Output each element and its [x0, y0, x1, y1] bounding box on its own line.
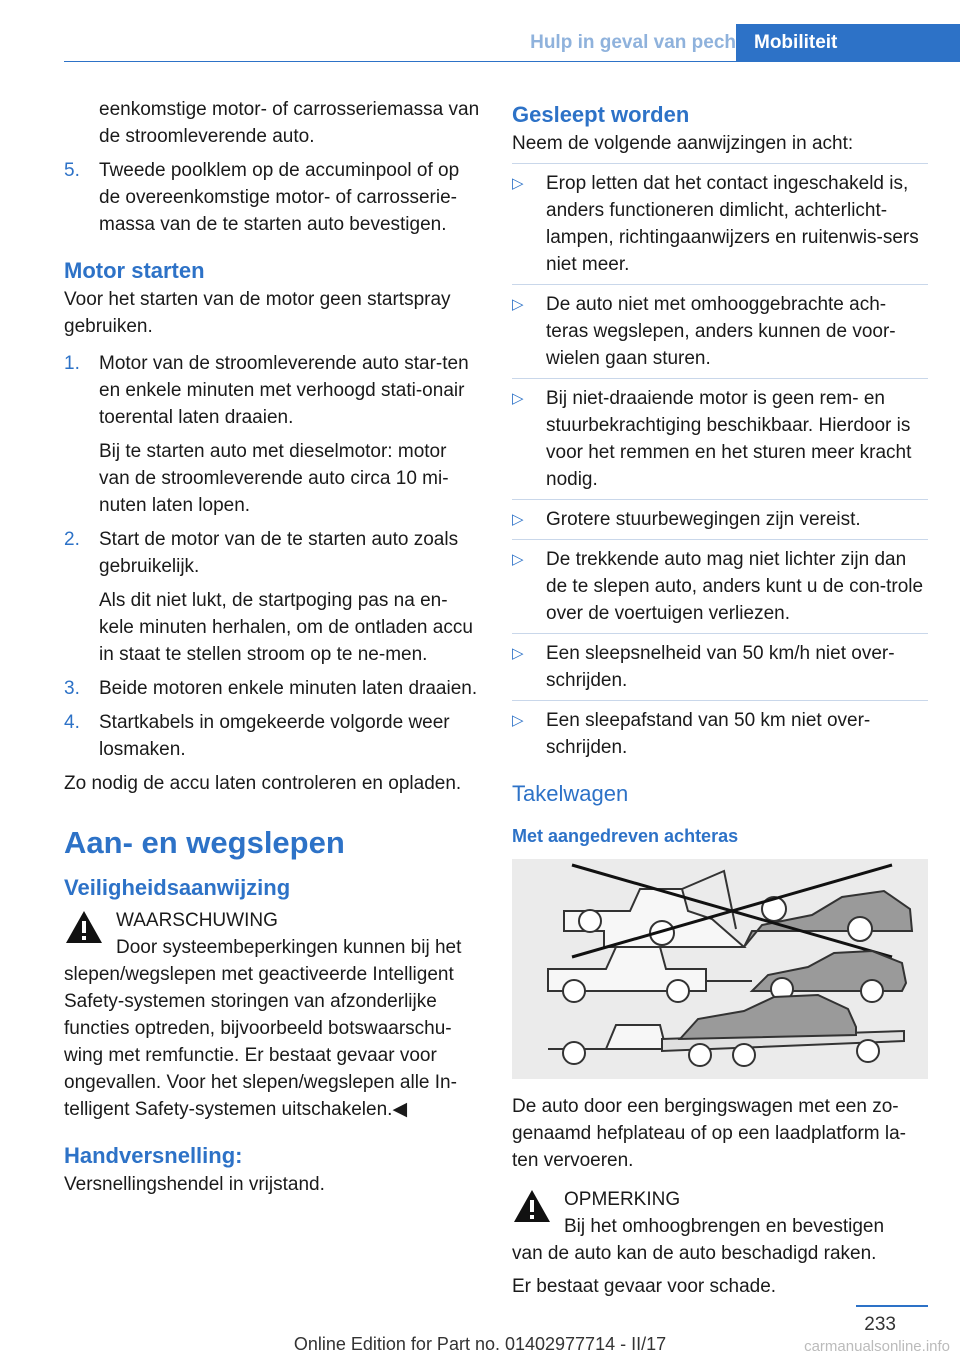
footer-watermark: carmanualsonline.info [804, 1338, 950, 1355]
header-chapter-tab: Mobiliteit [736, 24, 960, 62]
triangle-bullet-icon: ▷ [512, 296, 524, 313]
bullet-item [512, 385, 928, 493]
triangle-bullet-icon: ▷ [512, 511, 524, 528]
towed-heading: Gesleept worden [512, 102, 690, 127]
page-number: 233 [864, 1314, 896, 1335]
right-column [512, 96, 928, 1306]
triangle-bullet-icon: ▷ [512, 175, 524, 192]
warning-label: WAARSCHUWING [116, 910, 278, 931]
step-4 [64, 709, 480, 763]
step-3 [64, 675, 480, 702]
step-subtext: Bij te starten auto met dieselmotor: motor van de stroomleverende auto circa 10 mi-nuten laten lopen. [99, 441, 449, 516]
footer-rule [856, 1305, 928, 1307]
bullet-text: De auto niet met omhooggebrachte ach-teras wegslepen, anders kunnen de voor-wielen gaan sturen. [546, 294, 896, 369]
note-block [512, 1186, 928, 1240]
bullet-item [512, 170, 928, 278]
step-text: Startkabels in omgekeerde volgorde weer losmaken. [99, 712, 450, 760]
warning-block [64, 907, 480, 961]
bullet-text: Bij niet-draaiende motor is geen rem- en stuurbekrachtiging beschikbaar. Hierdoor is voor het remmen en het sturen meer kracht nodig. [546, 388, 912, 490]
manual-text: Versnellingshendel in vrijstand. [64, 1174, 325, 1195]
bullet-text: De trekkende auto mag niet lichter zijn dan de te slepen auto, anders kunt u de con-trole over de voertuigen verliezen. [546, 549, 924, 624]
damage-text: Er bestaat gevaar voor schade. [512, 1276, 777, 1297]
list-item-continued: eenkomstige motor- of carrosseriemassa van de stroomleverende auto. [99, 99, 480, 147]
closing-text: Zo nodig de accu laten controleren en opladen. [64, 773, 462, 794]
header-section-title: Hulp in geval van pech [530, 32, 736, 53]
bullet-text: Grotere stuurbewegingen zijn vereist. [546, 509, 861, 530]
list-number: 5. [64, 160, 80, 181]
triangle-bullet-icon: ▷ [512, 645, 524, 662]
towed-intro: Neem de volgende aanwijzingen in acht: [512, 133, 854, 154]
list-separator [512, 700, 928, 701]
list-separator [512, 633, 928, 634]
step-2 [64, 526, 480, 668]
list-separator [512, 163, 928, 164]
list-separator [512, 499, 928, 500]
safety-heading: Veiligheidsaanwijzing [64, 875, 291, 900]
motor-intro: Voor het starten van de motor geen startspray gebruiken. [64, 289, 451, 337]
warning-triangle-icon [64, 909, 104, 945]
page-header [0, 0, 960, 62]
step-subtext: Als dit niet lukt, de startpoging pas na en-kele minuten herhalen, om de ontladen accu in staat te stellen stroom op te ne-men. [99, 590, 473, 665]
triangle-bullet-icon: ▷ [512, 712, 524, 729]
warning-triangle-icon [512, 1188, 552, 1224]
towing-illustration [512, 859, 928, 1079]
warning-first-line: Door systeembeperkingen kunnen bij het [116, 937, 462, 958]
list-separator [512, 378, 928, 379]
note-text: van de auto kan de auto beschadigd raken. [512, 1243, 877, 1264]
tow-truck-illustration [512, 859, 928, 1079]
caption-text: De auto door een bergingswagen met een zo-genaamd hefplateau of op een laadplatform la-ten vervoeren. [512, 1096, 906, 1171]
motor-heading: Motor starten [64, 258, 205, 283]
step-text: Motor van de stroomleverende auto star-ten en enkele minuten met verhoogd stati-onair toerental laten draaien. [99, 353, 469, 428]
step-text: Start de motor van de te starten auto zoals gebruikelijk. [99, 529, 459, 577]
note-first-line: Bij het omhoogbrengen en bevestigen [564, 1216, 885, 1237]
left-column [64, 96, 480, 1204]
triangle-bullet-icon: ▷ [512, 551, 524, 568]
triangle-bullet-icon: ▷ [512, 390, 524, 407]
step-number: 2. [64, 529, 80, 550]
list-item-5 [64, 157, 480, 238]
list-item-text: Tweede poolklem op de accuminpool of op de overeenkomstige motor- of carrosserie-massa van de te starten auto bevestigen. [99, 160, 460, 235]
footer-edition: Online Edition for Part no. 01402977714 - II/17 [293, 1334, 667, 1354]
bullet-text: Erop letten dat het contact ingeschakeld is, anders functioneren dimlicht, achterlicht-lampen, richtingaanwijzers en ruitenwis-sers niet meer. [546, 173, 919, 275]
step-1 [64, 350, 480, 519]
step-number: 4. [64, 712, 80, 733]
bullet-item [512, 640, 928, 694]
bullet-text: Een sleepsnelheid van 50 km/h niet over-schrijden. [546, 643, 895, 691]
bullet-text: Een sleepafstand van 50 km niet over-schrijden. [546, 710, 871, 758]
step-text: Beide motoren enkele minuten laten draaien. [99, 678, 478, 699]
step-number: 3. [64, 678, 80, 699]
list-separator [512, 284, 928, 285]
bullet-item [512, 707, 928, 761]
bullet-item [512, 291, 928, 372]
header-rule [64, 61, 960, 62]
tow-heading: Aan- en wegslepen [64, 825, 345, 860]
bullet-item [512, 506, 928, 533]
tow-truck-heading: Takelwagen [512, 781, 629, 806]
rear-drive-heading: Met aangedreven achteras [512, 826, 739, 846]
bullet-item [512, 546, 928, 627]
warning-text: slepen/wegslepen met geactiveerde Intelligent Safety-systemen storingen van afzonderlijke functies optreden, bijvoorbeeld botswaarschu-wing met remfunctie. Er bestaat gevaar voor ongevallen. Voor het slepen/wegslepen alle In-telligent Safety-systemen uitschakelen.◀ [64, 964, 457, 1120]
manual-heading: Handversnelling: [64, 1143, 243, 1168]
step-number: 1. [64, 353, 80, 374]
note-label: OPMERKING [564, 1189, 681, 1210]
list-separator [512, 539, 928, 540]
